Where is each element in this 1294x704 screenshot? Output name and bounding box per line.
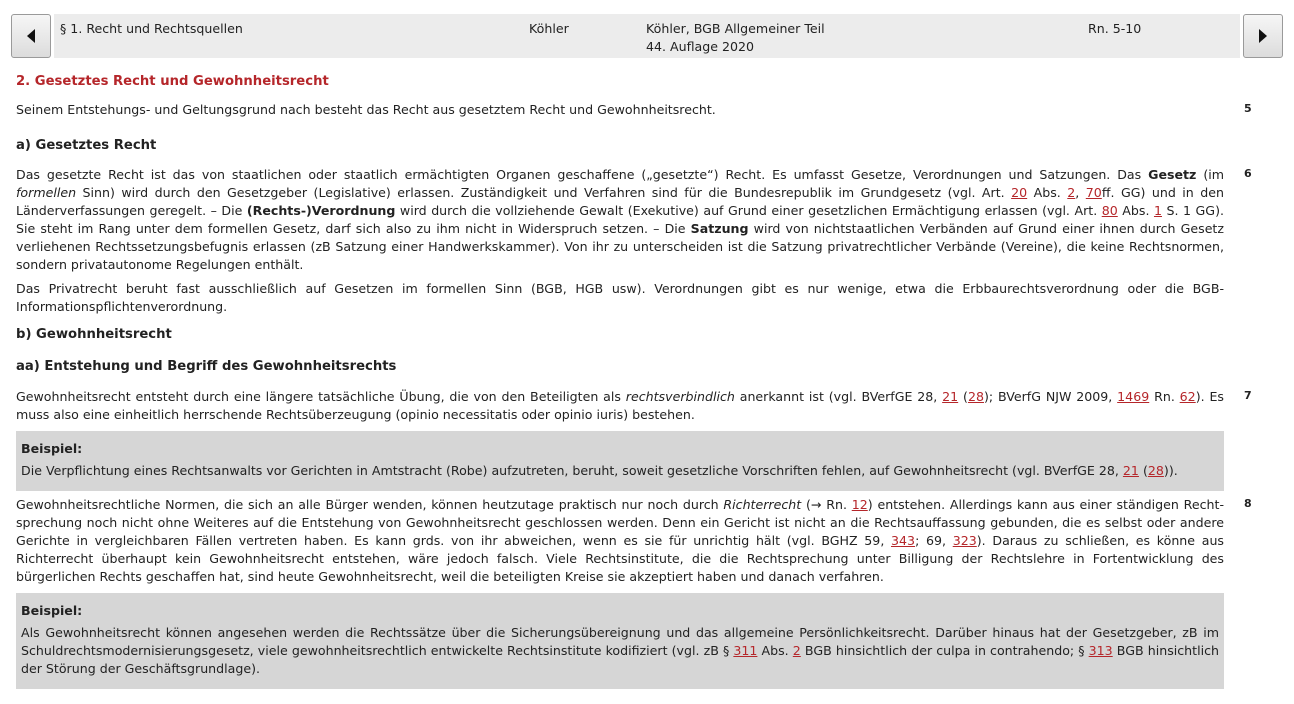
paragraph-rn-6: Das gesetzte Recht ist das von staatlichen oder staatlich ermächtigten Organen geschaffene („gesetzte“) Recht. Es umfasst Gesetze, Verordnungen und Satzungen. Das Gesetz (im formellen Sinn) wird durch den Gesetzgeber (Legislative) erlassen. Zuständigkeit und Verfahren sind für die Bundesrepublik im Grundgesetz (vgl. Art. 20 Abs. 2, 70ff. GG) und in den Länderverfassungen geregelt. – Die (Rechts-)Verordnung wird durch die vollziehende Gewalt (Exekutive) auf Grund einer gesetzlichen Ermächtigung erlassen (vgl. Art. 80 Abs. 1 S. 1 GG). Sie steht im Rang unter dem formellen Gesetz, darf sich also zu ihm nicht in Widerspruch setzen. – Die Satzung wird von nichtstaatlichen Verbänden auf Grund einer ihnen durch Gesetz verliehenen Rechtssetzungsbefugnis erlassen (zB Satzung einer Handwerkskammer). Von ihr zu unterscheiden ist die Satzung privatrechtlicher Verbände (Vereine), die keine Rechtsnormen, sondern privatautonome Regelungen enthält. <box>16 167 1224 272</box>
section-heading: 2. Gesetztes Recht und Gewohnheitsrecht <box>16 74 329 89</box>
example-title: Beispiel: <box>21 441 83 456</box>
intro-paragraph: Seinem Entstehungs- und Geltungsgrund nach besteht das Recht aus gesetztem Recht und Gewohnheitsrecht. <box>16 102 716 117</box>
margin-number: 5 <box>1244 102 1252 115</box>
arrow-right-icon <box>1259 29 1267 43</box>
link-abs-2[interactable]: 2 <box>792 643 801 658</box>
subheading-gesetztes-recht: a) Gesetztes Recht <box>16 138 157 153</box>
section-title: § 1. Recht und Rechtsquellen <box>60 21 243 36</box>
paragraph-rn-8: Gewohnheitsrechtliche Normen, die sich an alle Bürger wenden, können heutzutage praktisch nur noch durch Richterrecht (→ Rn. 12) entstehen. Allerdings kann aus einer ständigen Rechtsprechung noch nicht ohne Weiteres auf die Entstehung von Gewohnheitsrecht geschlossen werden. Denn ein Gericht ist nicht an die Rechtsauffassung gebunden, die es selbst oder andere Gerichte in vergleichbaren Fällen vertreten haben. Es kann grds. von ihr abweichen, wenn es sie für unrichtig hält (vgl. BGHZ 59, 343; 69, 323). Daraus zu schließen, es könne aus Richterrecht überhaupt kein Gewohnheitsrecht entstehen, wäre jedoch falsch. Viele Rechtsinstitute, die die Rechtsprechung unter Billigung der Rechtslehre in Fortentwicklung des bürgerlichen Rechts geschaffen hat, sind heute Gewohnheitsrecht, weil die beteiligten Kreise sie akzeptiert haben und danach verfahren. <box>16 497 1224 584</box>
example-text: Die Verpflichtung eines Rechtsanwalts vor Gerichten in Amtstracht (Robe) aufzutreten, beruht, soweit gesetzliche Vorschriften fehlen, auf Gewohnheitsrecht (vgl. BVerfGE 28, 21 (28)). <box>21 463 1178 478</box>
example-box-2 <box>16 593 1224 689</box>
example-box-1 <box>16 431 1224 491</box>
link-rn-62[interactable]: 62 <box>1179 389 1196 404</box>
paragraph-rn-7: Gewohnheitsrecht entsteht durch eine längere tatsächliche Übung, die von den Beteiligten als rechtsverbindlich anerkannt ist (vgl. BVerfGE 28, 21 (28); BVerfG NJW 2009, 1469 Rn. 62). Es muss also eine einheitlich herrschende Rechtsüberzeugung (opinio necessitatis oder opinio iuris) bestehen. <box>16 389 1224 422</box>
margin-number: 7 <box>1244 389 1252 402</box>
book-title: Köhler, BGB Allgemeiner Teil <box>646 21 825 36</box>
link-bgb-311[interactable]: 311 <box>733 643 758 658</box>
subheading-gewohnheitsrecht: b) Gewohnheitsrecht <box>16 327 172 342</box>
paragraph-privatrecht: Das Privatrecht beruht fast ausschließlich auf Gesetzen im formellen Sinn (BGB, HGB usw). Verordnungen gibt es nur wenige, etwa die Erbbaurechtsverordnung oder die BGB-Informationspflichtenverordnung. <box>16 281 1224 314</box>
link-rn-12[interactable]: 12 <box>851 497 868 512</box>
link-bverfge-28[interactable]: 28 <box>1147 463 1164 478</box>
link-abs-1[interactable]: 1 <box>1153 203 1162 218</box>
link-art-20[interactable]: 20 <box>1011 185 1028 200</box>
previous-page-button[interactable] <box>11 14 51 58</box>
edition: 44. Auflage 2020 <box>646 39 755 54</box>
header-bar <box>54 14 1240 58</box>
example-title: Beispiel: <box>21 603 83 618</box>
margin-number-range: Rn. 5-10 <box>1088 21 1142 36</box>
link-bverfge-28[interactable]: 28 <box>967 389 984 404</box>
document-header <box>11 14 1283 60</box>
margin-number: 6 <box>1244 167 1252 180</box>
link-bverfge-21[interactable]: 21 <box>1122 463 1139 478</box>
author-name: Köhler <box>529 21 569 36</box>
link-bghz-323[interactable]: 323 <box>952 533 977 548</box>
subheading-entstehung: aa) Entstehung und Begriff des Gewohnheitsrechts <box>16 359 397 374</box>
arrow-left-icon <box>27 29 35 43</box>
example-text: Als Gewohnheitsrecht können angesehen werden die Rechtssätze über die Sicherungsübereignung und das allgemeine Persönlichkeitsrecht. Darüber hinaus hat der Gesetzgeber, zB im Schuldrechtsmodernisierungsgesetz, viele gewohnheitsrechtlich entwickelte Rechtsinstitute kodifiziert (vgl. zB § 311 Abs. 2 BGB hinsichtlich der culpa in contrahendo; § 313 BGB hinsichtlich der Störung der Geschäftsgrundlage). <box>21 625 1219 676</box>
margin-number: 8 <box>1244 497 1252 510</box>
link-bghz-343[interactable]: 343 <box>891 533 916 548</box>
link-abs-2[interactable]: 2 <box>1067 185 1076 200</box>
link-art-80[interactable]: 80 <box>1101 203 1118 218</box>
link-art-70[interactable]: 70 <box>1085 185 1102 200</box>
link-bverfge-21[interactable]: 21 <box>942 389 959 404</box>
link-bgb-313[interactable]: 313 <box>1088 643 1113 658</box>
link-njw-1469[interactable]: 1469 <box>1117 389 1150 404</box>
next-page-button[interactable] <box>1243 14 1283 58</box>
